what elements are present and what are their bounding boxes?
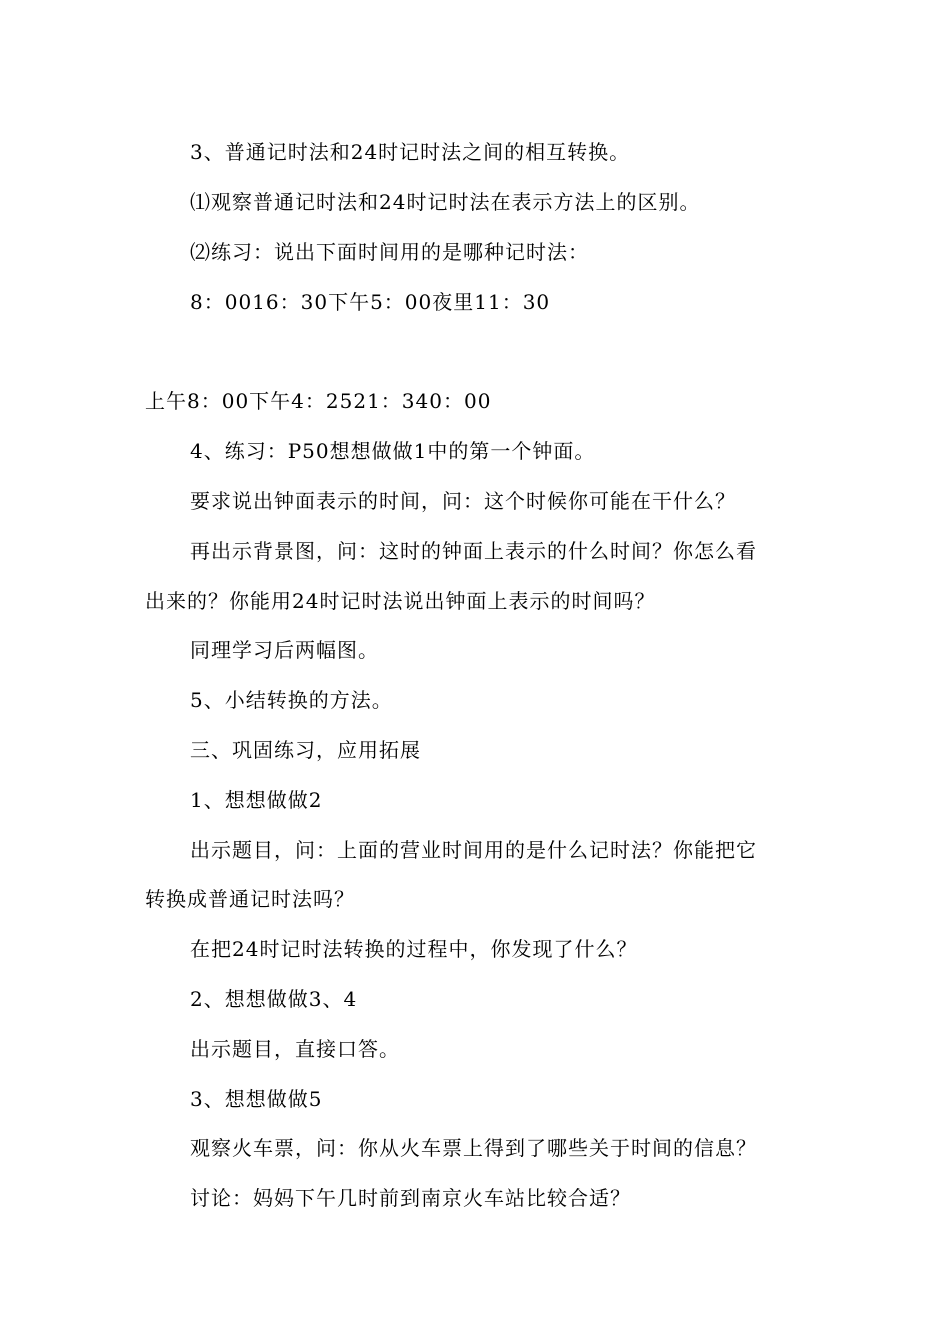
paragraph-line: 5、小结转换的方法。 — [190, 688, 393, 712]
paragraph-line: 8：0016：30下午5：00夜里11：30 — [190, 290, 551, 314]
paragraph-line: 2、想想做做3、4 — [190, 987, 358, 1011]
paragraph-line: 讨论：妈妈下午几时前到南京火车站比较合适？ — [190, 1186, 631, 1210]
paragraph-line: 同理学习后两幅图。 — [190, 638, 379, 662]
paragraph-line: 观察火车票，问：你从火车票上得到了哪些关于时间的信息？ — [190, 1136, 757, 1160]
paragraph-line: 3、想想做做5 — [190, 1087, 323, 1111]
paragraph-line: 要求说出钟面表示的时间，问：这个时候你可能在干什么？ — [190, 489, 736, 513]
paragraph-line: 上午8：00下午4：2521：340：00 — [145, 389, 492, 413]
paragraph-line: 出来的？你能用24时记时法说出钟面上表示的时间吗？ — [145, 589, 656, 613]
paragraph-line: 再出示背景图，问：这时的钟面上表示的什么时间？你怎么看 — [190, 539, 757, 563]
paragraph-line: 出示题目，直接口答。 — [190, 1037, 400, 1061]
paragraph-line: 转换成普通记时法吗？ — [145, 887, 355, 911]
paragraph-line: 1、想想做做2 — [190, 788, 323, 812]
section-heading: 三、巩固练习，应用拓展 — [190, 738, 421, 762]
paragraph-line: 出示题目，问：上面的营业时间用的是什么记时法？你能把它 — [190, 838, 757, 862]
paragraph-line: 3、普通记时法和24时记时法之间的相互转换。 — [190, 140, 631, 164]
paragraph-line: ⑴观察普通记时法和24时记时法在表示方法上的区别。 — [190, 190, 701, 214]
paragraph-line: 在把24时记时法转换的过程中，你发现了什么？ — [190, 937, 638, 961]
paragraph-line: 4、练习：P50想想做做1中的第一个钟面。 — [190, 439, 596, 463]
paragraph-line: ⑵练习：说出下面时间用的是哪种记时法： — [190, 240, 589, 264]
